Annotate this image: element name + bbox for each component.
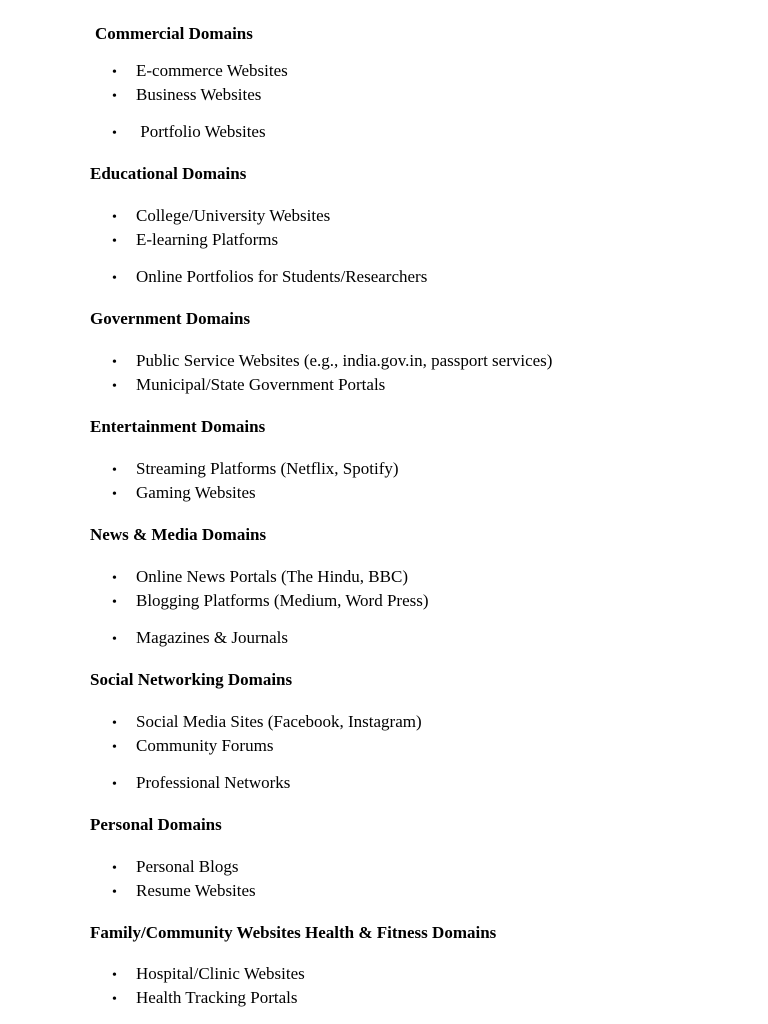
bullet-icon: •	[112, 487, 117, 502]
bullet-icon: •	[112, 571, 117, 586]
list-item: • Municipal/State Government Portals	[112, 375, 385, 397]
bullet-icon: •	[112, 777, 117, 792]
section-heading-government: Government Domains	[90, 309, 251, 328]
bullet-icon: •	[112, 716, 117, 731]
bullet-icon: •	[112, 740, 117, 755]
list-item: • E-learning Platforms	[112, 230, 278, 252]
bullet-icon: •	[112, 463, 117, 478]
section-heading-educational: Educational Domains	[90, 164, 247, 183]
list-item: • Social Media Sites (Facebook, Instagram)	[112, 712, 422, 734]
section-heading-health-fitness: Family/Community Websites Health & Fitness Domains	[90, 923, 497, 942]
bullet-icon: •	[112, 89, 117, 104]
list-item: • Resume Websites	[112, 881, 256, 903]
list-item: • Online Portfolios for Students/Researchers	[112, 267, 427, 289]
list-item: • Portfolio Websites	[112, 122, 266, 144]
list-item: • Public Service Websites (e.g., india.gov.in, passport services)	[112, 351, 552, 373]
bullet-icon: •	[112, 65, 117, 80]
list-item: • Business Websites	[112, 85, 261, 107]
bullet-icon: •	[112, 234, 117, 249]
list-item: • Magazines & Journals	[112, 628, 288, 650]
section-heading-entertainment: Entertainment Domains	[90, 417, 266, 436]
list-item: • Personal Blogs	[112, 857, 238, 879]
bullet-icon: •	[112, 861, 117, 876]
list-item: • Blogging Platforms (Medium, Word Press)	[112, 591, 429, 613]
bullet-icon: •	[112, 885, 117, 900]
bullet-icon: •	[112, 968, 117, 983]
list-item: • Streaming Platforms (Netflix, Spotify)	[112, 459, 399, 481]
list-item: • E-commerce Websites	[112, 61, 288, 83]
bullet-icon: •	[112, 126, 117, 141]
list-item: • College/University Websites	[112, 206, 330, 228]
bullet-icon: •	[112, 271, 117, 286]
bullet-icon: •	[112, 210, 117, 225]
section-heading-personal: Personal Domains	[90, 815, 222, 834]
list-item: • Online News Portals (The Hindu, BBC)	[112, 567, 408, 589]
bullet-icon: •	[112, 355, 117, 370]
section-heading-news-media: News & Media Domains	[90, 525, 267, 544]
bullet-icon: •	[112, 632, 117, 647]
list-item: • Professional Networks	[112, 773, 290, 795]
bullet-icon: •	[112, 595, 117, 610]
bullet-icon: •	[112, 992, 117, 1007]
list-item: • Gaming Websites	[112, 483, 256, 505]
section-heading-commercial: Commercial Domains	[95, 24, 253, 43]
list-item: • Health Tracking Portals	[112, 988, 298, 1010]
section-heading-social-networking: Social Networking Domains	[90, 670, 293, 689]
list-item: • Community Forums	[112, 736, 273, 758]
bullet-icon: •	[112, 379, 117, 394]
list-item: • Hospital/Clinic Websites	[112, 964, 305, 986]
